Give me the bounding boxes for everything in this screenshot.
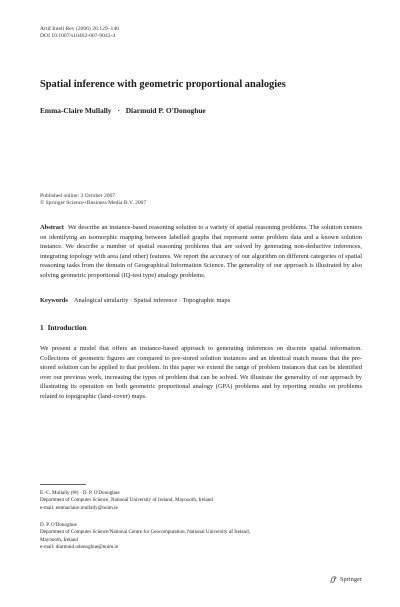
affiliation-department: Department of Computer Science, National University of Ireland, Maynooth, Ireland bbox=[40, 497, 213, 504]
author-list bbox=[40, 106, 362, 116]
abstract-label: Abstract bbox=[40, 224, 64, 231]
keywords-text: Analogical similarity · Spatial inference · Topographic maps bbox=[73, 297, 231, 304]
keywords-label: Keywords bbox=[40, 297, 68, 304]
keywords bbox=[40, 296, 362, 306]
journal-doi: DOI 10.1007/s10462-007-9043-4 bbox=[40, 33, 116, 40]
abstract bbox=[40, 223, 362, 281]
affiliation-department: Department of Computer Science/National Centre for Geocomputation, National University of Ireland, bbox=[40, 529, 250, 536]
author-name: Emma-Claire Mullally bbox=[40, 106, 112, 115]
publisher-name: Springer bbox=[339, 576, 362, 583]
copyright-notice: © Springer Science+Business Media B.V. 2007 bbox=[40, 200, 147, 207]
affiliation-location: Maynooth, Ireland bbox=[40, 536, 78, 543]
journal-citation: Artif Intell Rev (2006) 26:129–140 bbox=[40, 26, 119, 32]
publication-info bbox=[40, 193, 146, 208]
affiliation-email[interactable]: e-mail: diarmuid.odonoghue@nuim.ie bbox=[40, 543, 119, 550]
section-body: We present a model that offers an instance-based approach to generating inferences on discrete spatial information. Collections of geometric figures are compared to pre-stored solution instances and an identical match means that the pre-stored solution can be applied to that problem. In this paper we extend the range of problem instances that can be identified over our previous work, increasing the types of problem that can be solved. We illustrate the generality of our approach by illustrating its operation on both geometric proportional analogy (GPA) problems and by reporting results on problems related to topographic (land-cover) maps. bbox=[40, 345, 362, 400]
affiliation-block bbox=[40, 522, 362, 551]
affiliation-authors: E.-C. Mullally (✉) · D. P. O'Donoghue bbox=[40, 490, 120, 496]
section-title: Introduction bbox=[47, 324, 87, 332]
author-separator: · bbox=[117, 106, 120, 115]
paper-title: Spatial inference with geometric proportional analogies bbox=[40, 79, 286, 90]
footnote-divider bbox=[40, 484, 86, 485]
affiliation-email[interactable]: e-mail: emmaclaire.mullally@nuim.ie bbox=[40, 504, 118, 511]
abstract-text: We describe an instance-based reasoning solution to a variety of spatial reasoning problems. The solution centers on identifying an isomorphic mapping between labelled graphs that represent some problem data and a known solution instance. We describe a number of spatial reasoning problems that are solved by generating non-deductive inferences, integrating topology with area (and other) features. We report the accuracy of our algorithm on different categories of spatial reasoning tasks from the domain of Geographical Information Science. The generality of our approach is illustrated by also solving geometric proportional (IQ-test type) analogy problems. bbox=[40, 224, 362, 279]
paper-page bbox=[40, 0, 362, 607]
section-heading bbox=[40, 323, 87, 333]
section-number: 1 bbox=[40, 324, 44, 332]
affiliation-authors: D. P. O'Donoghue bbox=[40, 522, 77, 528]
author-name: Diarmuid P. O'Donoghue bbox=[125, 106, 206, 115]
journal-meta bbox=[40, 26, 119, 40]
publisher-logo bbox=[329, 575, 362, 584]
affiliation-block bbox=[40, 490, 362, 512]
springer-horse-icon bbox=[329, 575, 338, 584]
published-online-date: Published online: 3 October 2007 bbox=[40, 193, 116, 199]
